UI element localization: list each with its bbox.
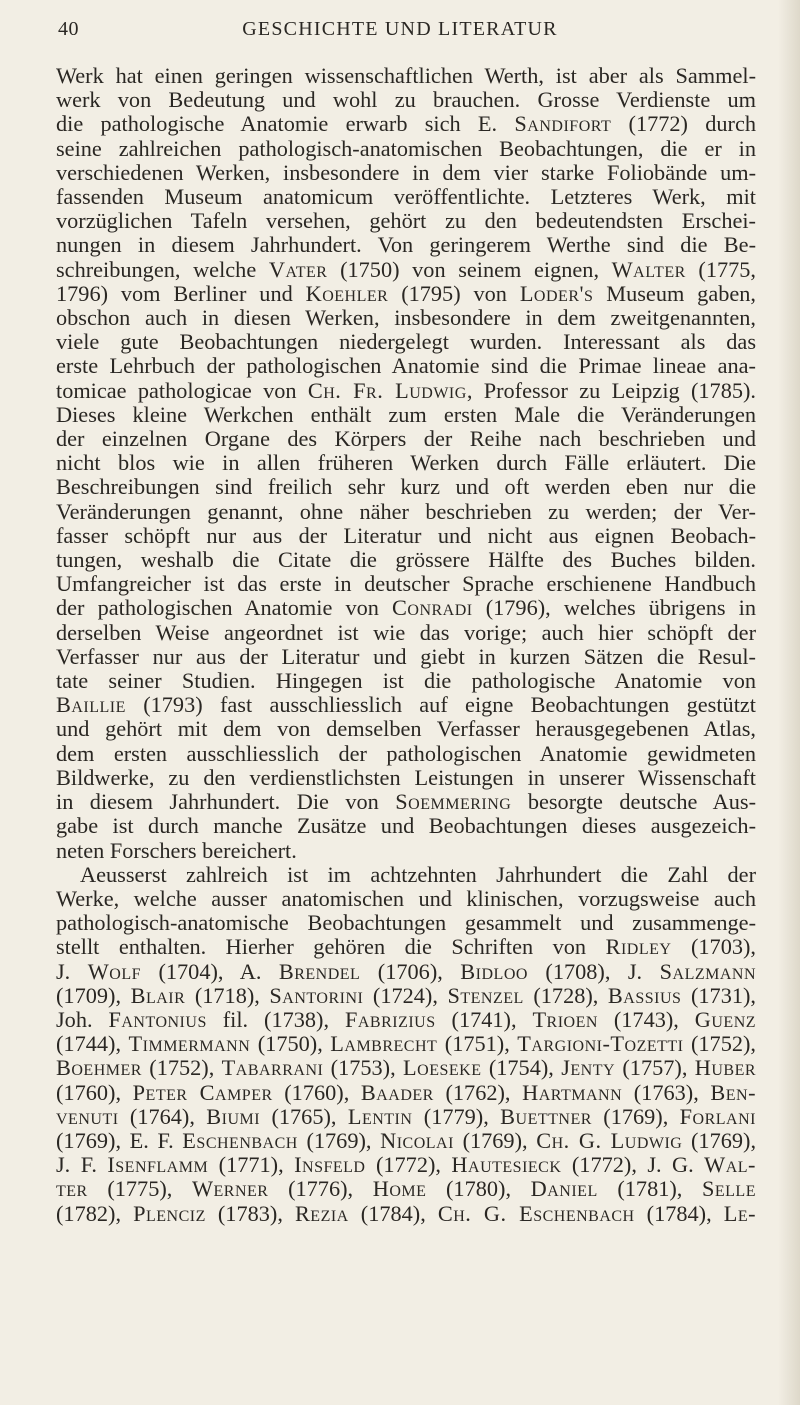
running-head: GESCHICHTE UND LITERATUR [242, 18, 558, 40]
text-line [56, 1129, 756, 1153]
author-name: Baillie [56, 692, 126, 718]
text-run: Bildwerke, zu den verdienstlichsten Leistungen in unserer Wissenschaft [56, 764, 756, 790]
text-run: Dieses kleine Werkchen enthält zum ersten Male die Veränderungen [56, 401, 756, 427]
author-name: Salzmann [659, 958, 757, 984]
text-line [56, 306, 756, 330]
author-name: Ridley [605, 934, 672, 960]
author-name: Lentin [347, 1103, 413, 1129]
author-name: Isenflamm [107, 1152, 209, 1178]
text-run: J. [56, 958, 88, 984]
text-line [56, 887, 756, 911]
text-line [56, 1056, 756, 1080]
author-name: Boehmer [56, 1055, 142, 1081]
author-name: Santorini [269, 982, 364, 1008]
author-name: Lambrecht [330, 1031, 438, 1057]
text-run: werk von Bedeutung und wohl zu brauchen. Grosse Verdienste um [56, 87, 756, 113]
text-line [56, 814, 756, 838]
text-line [56, 1081, 756, 1105]
author-name: Hautesieck [451, 1152, 562, 1178]
text-line [56, 960, 756, 984]
text-line [56, 379, 756, 403]
author-name: Sandifort [514, 111, 612, 137]
text-line [56, 427, 756, 451]
text-run: Aeusserst zahlreich ist im achtzehnten Jahrhundert die Zahl der [80, 861, 756, 887]
text-run: (1783), [205, 1200, 295, 1226]
author-name: Rezia [294, 1200, 349, 1226]
page-number: 40 [58, 18, 79, 40]
text-run: tungen, weshalb die Citate die grössere Hälfte des Buches bilden. [56, 547, 756, 573]
author-name: Wolf [87, 958, 141, 984]
text-run: Beschreibungen sind freilich sehr kurz und oft werden eben nur die [56, 474, 756, 500]
text-run: (1724), [363, 982, 448, 1008]
text-line [56, 403, 756, 427]
text-line [56, 209, 756, 233]
text-run: (1772), [365, 1152, 452, 1178]
author-name: Targioni-Tozetti [517, 1031, 684, 1057]
author-name: Ch. G. Eschenbach [437, 1200, 635, 1226]
text-run: viele gute Beobachtungen niedergelegt wurden. Interessant als das [56, 329, 756, 355]
text-run: (1795) von [388, 280, 520, 306]
author-name: Eschenbach [182, 1127, 298, 1153]
text-run: (1779), [412, 1103, 501, 1129]
text-line [56, 935, 756, 959]
text-run: (1750), [250, 1031, 331, 1057]
text-run: (1718), [185, 982, 270, 1008]
text-run: (1769), [591, 1103, 680, 1129]
text-run: (1772), J. G. [561, 1152, 705, 1178]
text-run: (1750) von seinem eignen, [327, 256, 612, 282]
author-name: venuti [56, 1103, 119, 1129]
author-name: Home [372, 1176, 427, 1202]
author-name: Soemmering [395, 789, 512, 815]
text-run: neten Forschers bereichert. [56, 837, 297, 863]
text-run: gabe ist durch manche Zusätze und Beobachtungen dieses ausgezeich- [56, 813, 756, 839]
text-run: (1757), [615, 1055, 695, 1081]
author-name: Plenciz [133, 1200, 206, 1226]
text-run: (1784), [634, 1200, 724, 1226]
text-line [56, 790, 756, 814]
author-name: Walter [611, 256, 686, 282]
author-name: Bidloo [460, 958, 528, 984]
text-run: pathologisch-anatomische Beobachtungen gesammelt und zusammenge- [56, 910, 756, 936]
text-line [56, 524, 756, 548]
text-line [56, 911, 756, 935]
text-run: fil. (1738), [206, 1006, 345, 1032]
text-line [56, 572, 756, 596]
text-line [56, 451, 756, 475]
author-name: Loeseke [403, 1055, 482, 1081]
text-run: (1769), [682, 1127, 757, 1153]
text-run: (1731), [681, 982, 757, 1008]
text-line [56, 621, 756, 645]
text-run: (1752), [141, 1055, 222, 1081]
text-run: (1762), [433, 1079, 523, 1105]
text-line [56, 1177, 756, 1201]
text-line [56, 1032, 756, 1056]
text-run: (1764), [118, 1103, 207, 1129]
author-name: Wal- [704, 1152, 756, 1178]
author-name: Selle [701, 1176, 756, 1202]
text-run: nicht blos wie in allen früheren Werken durch Fälle erläutert. Die [56, 450, 756, 476]
text-line [56, 112, 756, 136]
author-name: Huber [694, 1055, 757, 1081]
author-name: Fantonius [108, 1006, 207, 1032]
author-name: Ben- [710, 1079, 756, 1105]
text-run: (1796), welches übrigens in [472, 595, 756, 621]
text-run: besorgte deutsche Aus- [511, 789, 757, 815]
text-run: schreibungen, welche [56, 256, 269, 282]
text-line [56, 330, 756, 354]
text-run: (1753), [323, 1055, 404, 1081]
author-name: Timmermann [128, 1031, 251, 1057]
text-line [56, 233, 756, 257]
text-run: (1751), [437, 1031, 518, 1057]
text-run: (1793) fast ausschliesslich auf eigne Beobachtungen gestützt [125, 692, 756, 718]
author-name: Jenty [561, 1055, 616, 1081]
text-run: dem ersten ausschliesslich der pathologischen Anatomie gewidmeten [56, 740, 756, 766]
author-name: Ch. Fr. Ludwig [307, 377, 467, 403]
author-name: Tabarrani [221, 1055, 324, 1081]
author-name: Vater [268, 256, 328, 282]
text-run: Joh. [56, 1006, 109, 1032]
author-name: Insfeld [294, 1152, 366, 1178]
text-run: der pathologischen Anatomie von [56, 595, 393, 621]
text-line [56, 693, 756, 717]
body-text [56, 64, 756, 1226]
text-line [56, 1105, 756, 1129]
text-line [56, 185, 756, 209]
text-run: , Professor zu Leipzig (1785). [466, 377, 756, 403]
text-run: (1776), [268, 1176, 373, 1202]
text-run: Museum gaben, [593, 280, 756, 306]
author-name: Werner [191, 1176, 269, 1202]
text-run: fassenden Museum anatomicum veröffentlichte. Letzteres Werk, mit [56, 184, 756, 210]
text-run: (1769), [297, 1127, 381, 1153]
text-run: Werke, welche ausser anatomischen und klinischen, vorzugsweise auch [56, 885, 756, 911]
text-line [56, 984, 756, 1008]
author-name: Nicolai [380, 1127, 454, 1153]
author-name: Forlani [679, 1103, 756, 1129]
text-run: (1752), [683, 1031, 757, 1057]
text-line [56, 64, 756, 88]
text-run: (1744), [56, 1031, 129, 1057]
author-name: Baader [360, 1079, 434, 1105]
text-run: vorzüglichen Tafeln versehen, gehört zu den bedeutendsten Erschei- [56, 208, 756, 234]
text-run: (1775, [685, 256, 756, 282]
text-run: seine zahlreichen pathologisch-anatomischen Beobachtungen, die er in [56, 135, 756, 161]
text-line [56, 258, 756, 282]
text-line [56, 863, 756, 887]
text-run: (1760), [272, 1079, 361, 1105]
text-run: (1704), A. [141, 958, 279, 984]
author-name: Daniel [530, 1176, 598, 1202]
text-line [56, 161, 756, 185]
author-name: Fabrizius [344, 1006, 436, 1032]
author-name: Conradi [392, 595, 473, 621]
text-run: fasser schöpft nur aus der Literatur und nicht aus eignen Beobach- [56, 522, 756, 548]
text-run: (1708), J. [527, 958, 660, 984]
text-run: erste Lehrbuch der pathologischen Anatomie sind die Primae lineae ana- [56, 353, 756, 379]
text-line [56, 88, 756, 112]
author-name: Koehler [305, 280, 389, 306]
text-run: Verfasser nur aus der Literatur und giebt in kurzen Sätzen die Resul- [56, 643, 756, 669]
text-run: (1775), [87, 1176, 192, 1202]
author-name: Le- [723, 1200, 757, 1226]
text-run: (1765), [260, 1103, 348, 1129]
author-name: Biumi [206, 1103, 261, 1129]
text-line [56, 282, 756, 306]
text-line [56, 1202, 756, 1226]
author-name: Blair [130, 982, 186, 1008]
text-run: 1796) vom Berliner und [56, 280, 306, 306]
text-line [56, 1008, 756, 1032]
text-line [56, 717, 756, 741]
text-run: Umfangreicher ist das erste in deutscher Sprache erschienene Handbuch [56, 571, 756, 597]
text-run: (1703), [671, 934, 757, 960]
author-name: Buettner [500, 1103, 592, 1129]
text-run: (1772) durch [611, 111, 756, 137]
text-line [56, 645, 756, 669]
text-run: (1781), [597, 1176, 702, 1202]
text-run: stellt enthalten. Hierher gehören die Schriften von [56, 934, 606, 960]
text-run: (1763), [622, 1079, 711, 1105]
text-run: die pathologische Anatomie erwarb sich E. [56, 111, 515, 137]
text-run: nungen in diesem Jahrhundert. Von geringerem Werthe sind die Be- [56, 232, 756, 258]
author-name: Loder's [519, 280, 594, 306]
page-edge-shadow [778, 0, 800, 1405]
text-run: (1728), [523, 982, 608, 1008]
text-line [56, 669, 756, 693]
text-run: (1780), [426, 1176, 531, 1202]
text-run: (1706), [360, 958, 461, 984]
text-line [56, 354, 756, 378]
text-run: (1771), [208, 1152, 295, 1178]
text-line [56, 548, 756, 572]
text-line [56, 742, 756, 766]
text-run: obschon auch in diesen Werken, insbesondere in dem zweitgenannten, [56, 305, 756, 331]
text-run: (1769), E. F. [56, 1127, 183, 1153]
text-line [56, 500, 756, 524]
text-line [56, 475, 756, 499]
text-run: in diesem Jahrhundert. Die von [56, 789, 396, 815]
author-name: Bassius [607, 982, 682, 1008]
text-run: (1754), [481, 1055, 562, 1081]
text-line [56, 1153, 756, 1177]
text-run: und gehört mit dem von demselben Verfasser herausgegebenen Atlas, [56, 716, 756, 742]
text-run: (1782), [56, 1200, 134, 1226]
text-line [56, 137, 756, 161]
author-name: Peter Camper [132, 1079, 273, 1105]
text-run: (1709), [56, 982, 131, 1008]
text-run: verschiedenen Werken, insbesondere in dem vier starke Foliobände um- [56, 159, 756, 185]
text-run: J. F. [56, 1152, 108, 1178]
text-run: Veränderungen genannt, ohne näher beschrieben zu werden; der Ver- [56, 498, 756, 524]
author-name: Trioen [532, 1006, 598, 1032]
text-run: Werk hat einen geringen wissenschaftlichen Werth, ist aber als Sammel- [56, 63, 756, 88]
text-run: (1769), [453, 1127, 537, 1153]
text-run: (1760), [56, 1079, 133, 1105]
text-run: (1784), [348, 1200, 438, 1226]
text-line [56, 596, 756, 620]
author-name: Stenzel [447, 982, 524, 1008]
text-run: tomicae pathologicae von [56, 377, 308, 403]
author-name: ter [56, 1176, 88, 1202]
text-run: (1743), [597, 1006, 695, 1032]
text-run: tate seiner Studien. Hingegen ist die pathologische Anatomie von [56, 668, 756, 694]
text-run: (1741), [435, 1006, 533, 1032]
text-run: der einzelnen Organe des Körpers der Reihe nach beschrieben und [56, 426, 756, 452]
author-name: Brendel [278, 958, 361, 984]
text-line [56, 766, 756, 790]
author-name: Guenz [694, 1006, 757, 1032]
text-run: derselben Weise angeordnet ist wie das vorige; auch hier schöpft der [56, 619, 756, 645]
author-name: Hartmann [522, 1079, 623, 1105]
author-name: Ch. G. Ludwig [536, 1127, 683, 1153]
text-line [56, 839, 756, 863]
